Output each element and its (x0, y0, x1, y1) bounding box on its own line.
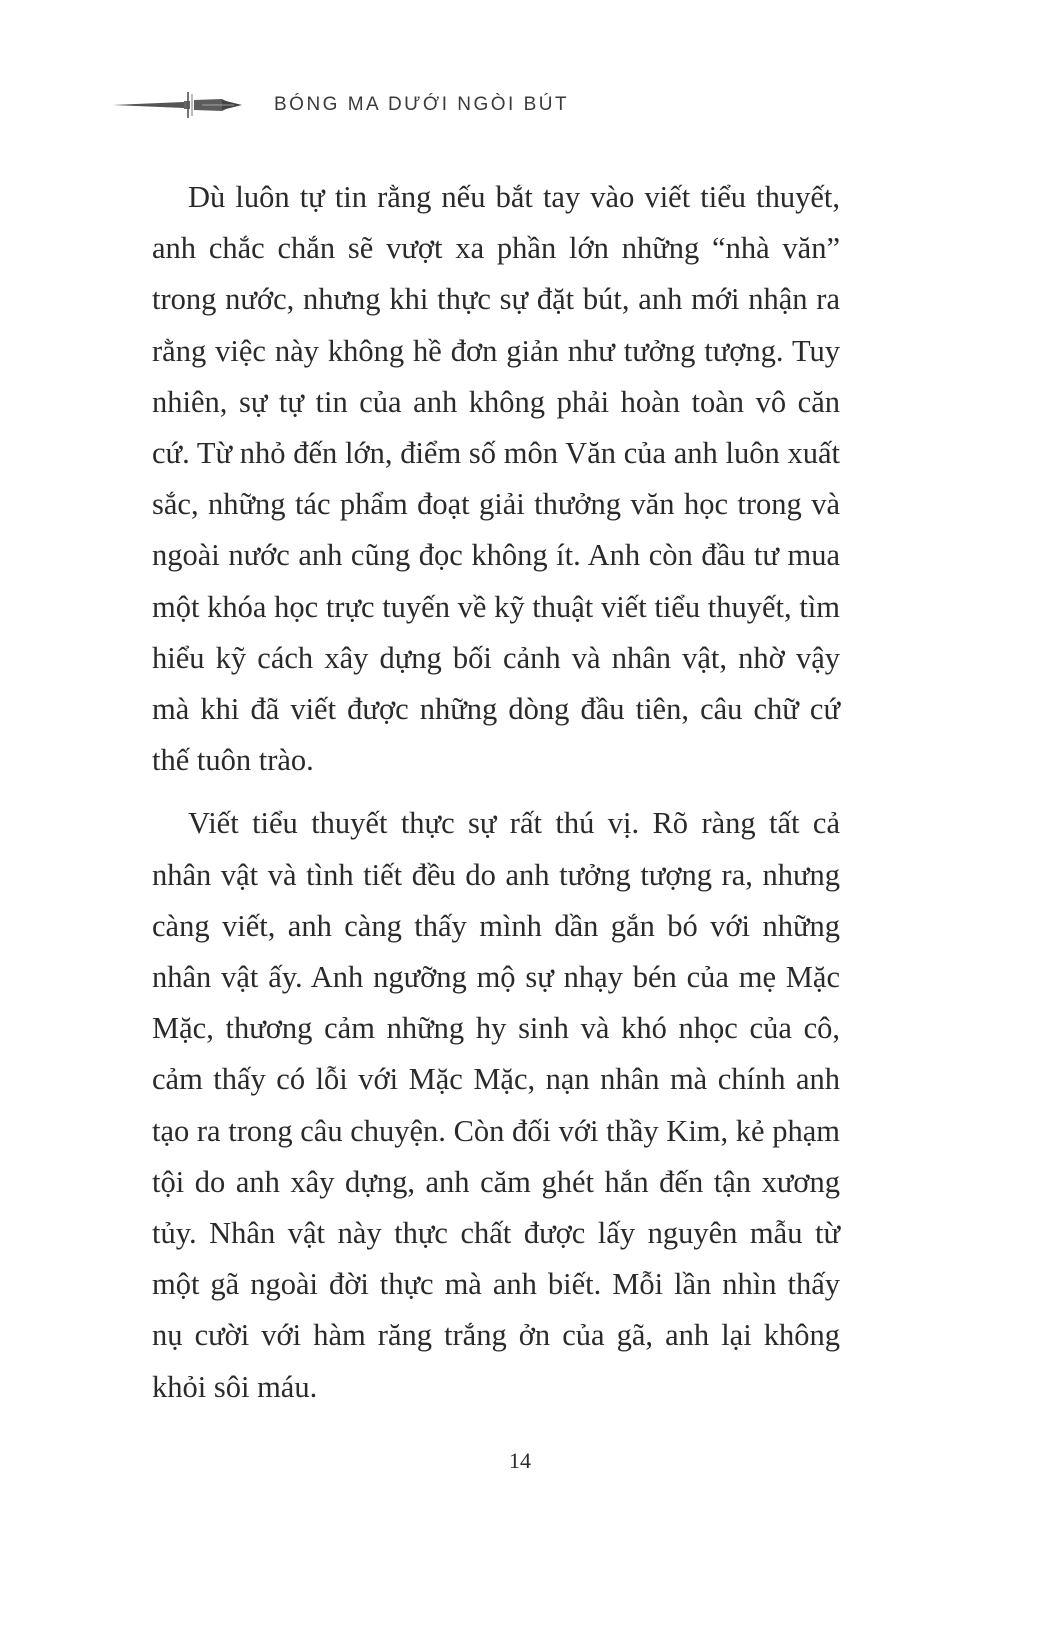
paragraph: Dù luôn tự tin rằng nếu bắt tay vào viết tiểu thuyết, anh chắc chắn sẽ vượt xa phần lớn những “nhà văn” trong nước, nhưng khi thực sự đặt bút, anh mới nhận ra rằng việc này không hề đơn giản như tưởng tượng. Tuy nhiên, sự tự tin của anh không phải hoàn toàn vô căn cứ. Từ nhỏ đến lớn, điểm số môn Văn của anh luôn xuất sắc, những tác phẩm đoạt giải thưởng văn học trong và ngoài nước anh cũng đọc không ít. Anh còn đầu tư mua một khóa học trực tuyến về kỹ thuật viết tiểu thuyết, tìm hiểu kỹ cách xây dựng bối cảnh và nhân vật, nhờ vậy mà khi đã viết được những dòng đầu tiên, câu chữ cứ thế tuôn trào. (152, 180, 840, 778)
fountain-pen-icon (112, 90, 242, 120)
body-text (152, 172, 840, 1425)
page-number: 14 (509, 1448, 531, 1473)
paragraph: Viết tiểu thuyết thực sự rất thú vị. Rõ ràng tất cả nhân vật và tình tiết đều do anh tưởng tượng ra, nhưng càng viết, anh càng thấy mình dần gắn bó với những nhân vật ấy. Anh ngưỡng mộ sự nhạy bén của mẹ Mặc Mặc, thương cảm những hy sinh và khó nhọc của cô, cảm thấy có lỗi với Mặc Mặc, nạn nhân mà chính anh tạo ra trong câu chuyện. Còn đối với thầy Kim, kẻ phạm tội do anh xây dựng, anh căm ghét hắn đến tận xương tủy. Nhân vật này thực chất được lấy nguyên mẫu từ một gã ngoài đời thực mà anh biết. Mỗi lần nhìn thấy nụ cười với hàm răng trắng ởn của gã, anh lại không khỏi sôi máu. (152, 806, 840, 1404)
running-header-title: BÓNG MA DƯỚI NGÒI BÚT (274, 94, 570, 115)
running-header (112, 90, 569, 120)
